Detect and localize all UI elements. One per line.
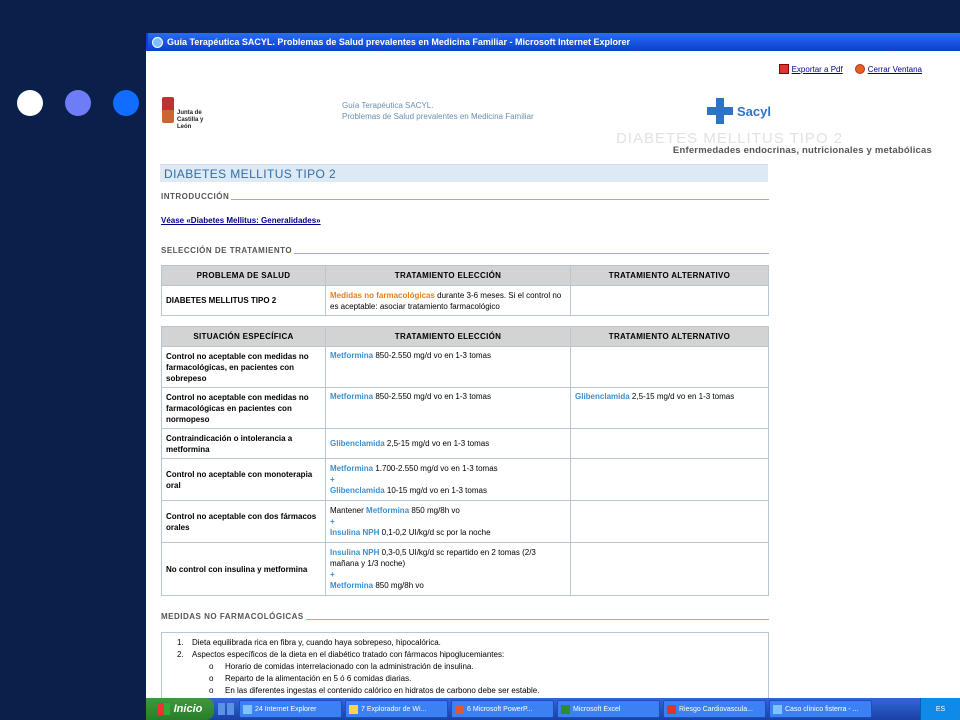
dose-text: 0,3-0,5 UI/kg/d sc repartido en 2 tomas (2/3 mañana y 1/3 noche) xyxy=(330,548,536,568)
choice-cell xyxy=(326,459,571,501)
dose-text: 10-15 mg/d vo en 1-3 tomas xyxy=(384,486,487,495)
ie-icon xyxy=(243,705,252,714)
coat-of-arms-icon xyxy=(162,97,174,123)
sacyl-logo xyxy=(707,95,777,129)
task-label: 7 Explorador de Wi... xyxy=(361,705,427,713)
situation-cell: Control no aceptable con dos fármacos orales xyxy=(162,501,326,543)
column-header: TRATAMIENTO ALTERNATIVO xyxy=(571,266,769,286)
table-row xyxy=(162,429,769,459)
dot-blue xyxy=(113,90,139,116)
windows-logo-icon xyxy=(158,703,170,715)
pdf-icon xyxy=(667,705,676,714)
close-window-label: Cerrar Ventana xyxy=(867,64,922,74)
task-label: Microsoft Excel xyxy=(573,705,621,713)
list-item xyxy=(177,637,768,649)
top-links xyxy=(779,64,922,74)
window-titlebar[interactable] xyxy=(146,33,960,51)
export-pdf-link[interactable] xyxy=(779,64,843,74)
sacyl-logo-text: Sacyl xyxy=(737,104,771,119)
drug-link[interactable]: Metformina xyxy=(330,392,374,401)
intro-heading xyxy=(161,192,769,201)
situation-cell: Control no aceptable con monoterapia oral xyxy=(162,459,326,501)
list-item-text: Dieta equilibrada rica en fibra y, cuando haya sobrepeso, hipocalórica. xyxy=(192,638,441,647)
list-item-text: Aspectos específicos de la dieta en el diabético tratado con fármacos hipoglucemiantes: xyxy=(192,650,505,659)
drug-link[interactable]: Insulina NPH xyxy=(330,528,380,537)
folder-icon xyxy=(349,705,358,714)
table-row xyxy=(162,347,769,388)
table-row xyxy=(162,459,769,501)
choice-cell xyxy=(326,286,571,316)
list-number: 1. xyxy=(177,638,184,647)
page-title: DIABETES MELLITUS TIPO 2 xyxy=(160,164,768,182)
choice-cell xyxy=(326,429,571,459)
dose-text: 1.700-2.550 mg/d vo en 1-3 tomas xyxy=(373,464,498,473)
alternative-cell xyxy=(571,501,769,543)
drug-link[interactable]: Glibenclamida xyxy=(330,439,385,448)
list-item xyxy=(177,649,768,661)
taskbar-button[interactable] xyxy=(239,700,342,718)
quick-launch[interactable] xyxy=(218,703,236,715)
dose-text: 850-2.550 mg/d vo en 1-3 tomas xyxy=(373,392,491,401)
page-content xyxy=(146,51,960,698)
guide-line1: Guía Terapéutica SACYL. xyxy=(342,101,434,110)
task-label: 6 Microsoft PowerP... xyxy=(467,705,533,713)
divider xyxy=(306,619,769,620)
start-button[interactable] xyxy=(146,698,214,720)
column-header: TRATAMIENTO ALTERNATIVO xyxy=(571,327,769,347)
dot-white xyxy=(17,90,43,116)
export-pdf-label: Exportar a Pdf xyxy=(791,64,843,74)
task-label: Caso clínico fisterra - ... xyxy=(785,705,859,713)
plus-sign: + xyxy=(330,570,335,579)
dose-text: 2,5-15 mg/d vo en 1-3 tomas xyxy=(384,439,490,448)
drug-link[interactable]: Glibenclamida xyxy=(330,486,385,495)
browser-window xyxy=(146,33,960,698)
system-tray[interactable] xyxy=(920,698,960,720)
junta-castilla-leon-logo xyxy=(159,95,214,129)
problem-table xyxy=(161,265,769,316)
language-indicator: ES xyxy=(935,705,946,713)
alternative-cell xyxy=(571,429,769,459)
alternative-cell xyxy=(571,543,769,596)
close-icon xyxy=(855,64,865,74)
drug-link[interactable]: Metformina xyxy=(330,581,374,590)
drug-link[interactable]: Metformina xyxy=(330,351,374,360)
plus-sign: + xyxy=(330,517,335,526)
taskbar-button[interactable] xyxy=(451,700,554,718)
slide-decoration-dots xyxy=(17,90,139,116)
start-label: Inicio xyxy=(173,703,203,715)
dose-text: 850 mg/8h vo xyxy=(373,581,424,590)
pdf-icon xyxy=(779,64,789,74)
alternative-cell xyxy=(571,286,769,316)
sub-list-item: o En las diferentes ingestas el contenido calórico en hidratos de carbono debe ser estable. xyxy=(192,685,768,697)
jcyl-line2: Castilla y León xyxy=(177,117,204,130)
dose-text: Mantener xyxy=(330,506,367,515)
drug-link[interactable]: Metformina xyxy=(330,464,374,473)
situation-table xyxy=(161,326,769,596)
sub-list-item: o Horario de comidas interrelacionado con la administración de insulina. xyxy=(192,661,768,673)
table-header-row xyxy=(162,327,769,347)
column-header: PROBLEMA DE SALUD xyxy=(162,266,326,286)
taskbar-button[interactable] xyxy=(769,700,872,718)
task-label: 24 Internet Explorer xyxy=(255,705,317,713)
quick-launch-icon[interactable] xyxy=(218,703,225,715)
taskbar-button[interactable] xyxy=(345,700,448,718)
dose-text: 850 mg/8h vo xyxy=(409,506,460,515)
ie-icon xyxy=(773,705,782,714)
table-row xyxy=(162,388,769,429)
medidas-heading xyxy=(161,612,769,621)
medidas-heading-text: MEDIDAS NO FARMACOLÓGICAS xyxy=(161,612,304,621)
window-title: Guía Terapéutica SACYL. Problemas de Salud prevalentes en Medicina Familiar - Microsoft Internet Explorer xyxy=(167,37,630,47)
list-number: 2. xyxy=(177,650,184,659)
column-header: TRATAMIENTO ELECCIÓN xyxy=(326,266,571,286)
nonpharm-link[interactable]: Medidas no farmacológicas xyxy=(330,290,435,300)
title-watermark: DIABETES MELLITUS TIPO 2 xyxy=(616,130,844,147)
table-row xyxy=(162,501,769,543)
taskbar xyxy=(146,698,960,720)
dose-text: 2,5-15 mg/d vo en 1-3 tomas xyxy=(629,392,735,401)
close-window-link[interactable] xyxy=(855,64,922,74)
alternative-cell xyxy=(571,459,769,501)
situation-cell: Control no aceptable con medidas no farmacológicas en pacientes con normopeso xyxy=(162,388,326,429)
divider xyxy=(231,199,769,200)
dose-text: 0,1-0,2 UI/kg/d sc por la noche xyxy=(379,528,491,537)
table-row xyxy=(162,543,769,596)
column-header: SITUACIÓN ESPECÍFICA xyxy=(162,327,326,347)
alternative-cell xyxy=(571,388,769,429)
dose-text: 850-2.550 mg/d vo en 1-3 tomas xyxy=(373,351,491,360)
seleccion-heading-text: SELECCIÓN DE TRATAMIENTO xyxy=(161,246,293,255)
divider xyxy=(294,253,769,254)
dot-lavender xyxy=(65,90,91,116)
jcyl-line1: Junta de xyxy=(177,110,202,116)
column-header: TRATAMIENTO ELECCIÓN xyxy=(326,327,571,347)
guide-subtitle xyxy=(342,100,534,122)
quick-launch-icon[interactable] xyxy=(227,703,234,715)
situation-cell: Control no aceptable con medidas no farmacológicas, en pacientes con sobrepeso xyxy=(162,347,326,388)
choice-cell xyxy=(326,543,571,596)
table-row xyxy=(162,286,769,316)
situation-cell: No control con insulina y metformina xyxy=(162,543,326,596)
ie-icon xyxy=(152,37,163,48)
choice-text: durante 3-6 meses. Si el control no es aceptable: asociar tratamiento farmacológico xyxy=(330,290,562,311)
drug-link[interactable]: Insulina NPH xyxy=(330,548,380,557)
taskbar-button[interactable] xyxy=(557,700,660,718)
cross-icon xyxy=(707,98,733,124)
task-label: Riesgo Cardiovascula... xyxy=(679,705,753,713)
choice-cell xyxy=(326,347,571,388)
powerpoint-icon xyxy=(455,705,464,714)
category-label: Enfermedades endocrinas, nutricionales y metabólicas xyxy=(672,145,932,156)
choice-cell xyxy=(326,388,571,429)
plus-sign: + xyxy=(330,475,335,484)
sub-list-item: o Reparto de la alimentación en 5 ó 6 comidas diarias. xyxy=(192,673,768,685)
choice-cell xyxy=(326,501,571,543)
guide-line2: Problemas de Salud prevalentes en Medicina Familiar xyxy=(342,112,534,121)
taskbar-button[interactable] xyxy=(663,700,766,718)
drug-link[interactable]: Metformina xyxy=(366,506,410,515)
alternative-cell xyxy=(571,347,769,388)
problem-cell: DIABETES MELLITUS TIPO 2 xyxy=(162,286,326,316)
intro-heading-text: INTRODUCCIÓN xyxy=(161,192,230,201)
generalidades-link[interactable]: Véase «Diabetes Mellitus: Generalidades» xyxy=(161,216,321,225)
excel-icon xyxy=(561,705,570,714)
situation-cell: Contraindicación o intolerancia a metformina xyxy=(162,429,326,459)
table-header-row xyxy=(162,266,769,286)
seleccion-heading xyxy=(161,246,769,255)
drug-link[interactable]: Glibenclamida xyxy=(575,392,630,401)
